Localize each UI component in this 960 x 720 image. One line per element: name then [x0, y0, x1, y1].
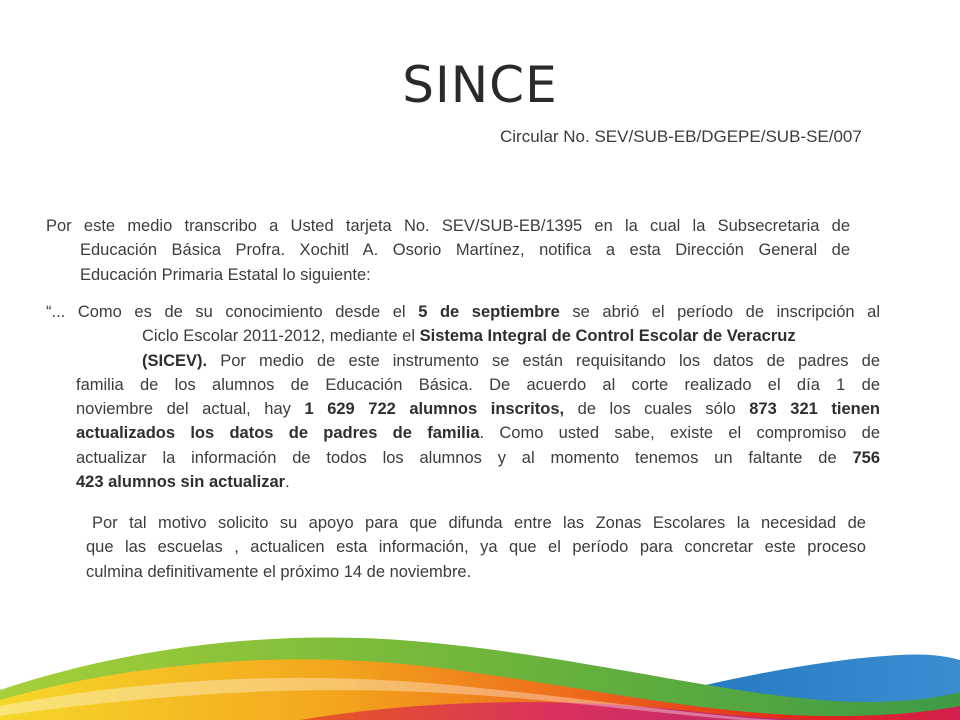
- notice-text: actualizar la información de todos los alumnos y al momento tenemos un faltante de: [76, 448, 853, 467]
- notice-text: noviembre del actual, hay: [76, 400, 305, 419]
- notice-text: Por medio de este instrumento se están requisitando los datos de padres de: [207, 351, 880, 370]
- notice-line-4: familia de los alumnos de Educación Básica. De acuerdo al corte realizado el día 1 de: [76, 375, 880, 394]
- notice-text: . Como usted sabe, existe el compromiso de: [479, 424, 880, 443]
- missing-count-bold: 423 alumnos sin actualizar: [76, 473, 286, 492]
- notice-text: .: [285, 473, 290, 492]
- notice-text: Ciclo Escolar 2011-2012, mediante el: [142, 327, 420, 346]
- intro-line-2: Educación Básica Profra. Xochitl A. Osorio Martínez, notifica a esta Dirección General de: [80, 241, 850, 260]
- circular-number: Circular No. SEV/SUB-EB/DGEPE/SUB-SE/007: [500, 127, 862, 146]
- notice-text: se abrió el período de inscripción al: [559, 303, 880, 321]
- notice-date-bold: 5 de septiembre: [418, 303, 560, 321]
- intro-line-3: Educación Primaria Estatal lo siguiente:: [80, 265, 371, 284]
- updated-data-bold: actualizados los datos de padres de familia: [76, 424, 480, 443]
- request-line-3: culmina definitivamente el próximo 14 de noviembre.: [86, 562, 472, 581]
- sicev-bold: (SICEV).: [142, 351, 208, 370]
- enrolled-count-bold: 1 629 722 alumnos inscritos,: [304, 400, 565, 419]
- notice-text: “... Como es de su conocimiento desde el: [46, 303, 419, 321]
- system-name-bold: Sistema Integral de Control Escolar de Veracruz: [419, 327, 796, 346]
- missing-count-bold: 756: [852, 448, 880, 467]
- intro-line-1: Por este medio transcribo a Usted tarjeta No. SEV/SUB-EB/1395 en la cual la Subsecretaria de: [46, 217, 850, 235]
- slide-title: SINCE: [402, 56, 558, 114]
- notice-text: de los cuales sólo: [564, 400, 750, 419]
- request-line-1: Por tal motivo solicito su apoyo para que difunda entre las Zonas Escolares la necesidad de: [92, 514, 866, 532]
- request-line-2: que las escuelas , actualicen esta información, ya que el período para concretar este proceso: [86, 538, 866, 557]
- updated-count-bold: 873 321 tienen: [749, 400, 880, 419]
